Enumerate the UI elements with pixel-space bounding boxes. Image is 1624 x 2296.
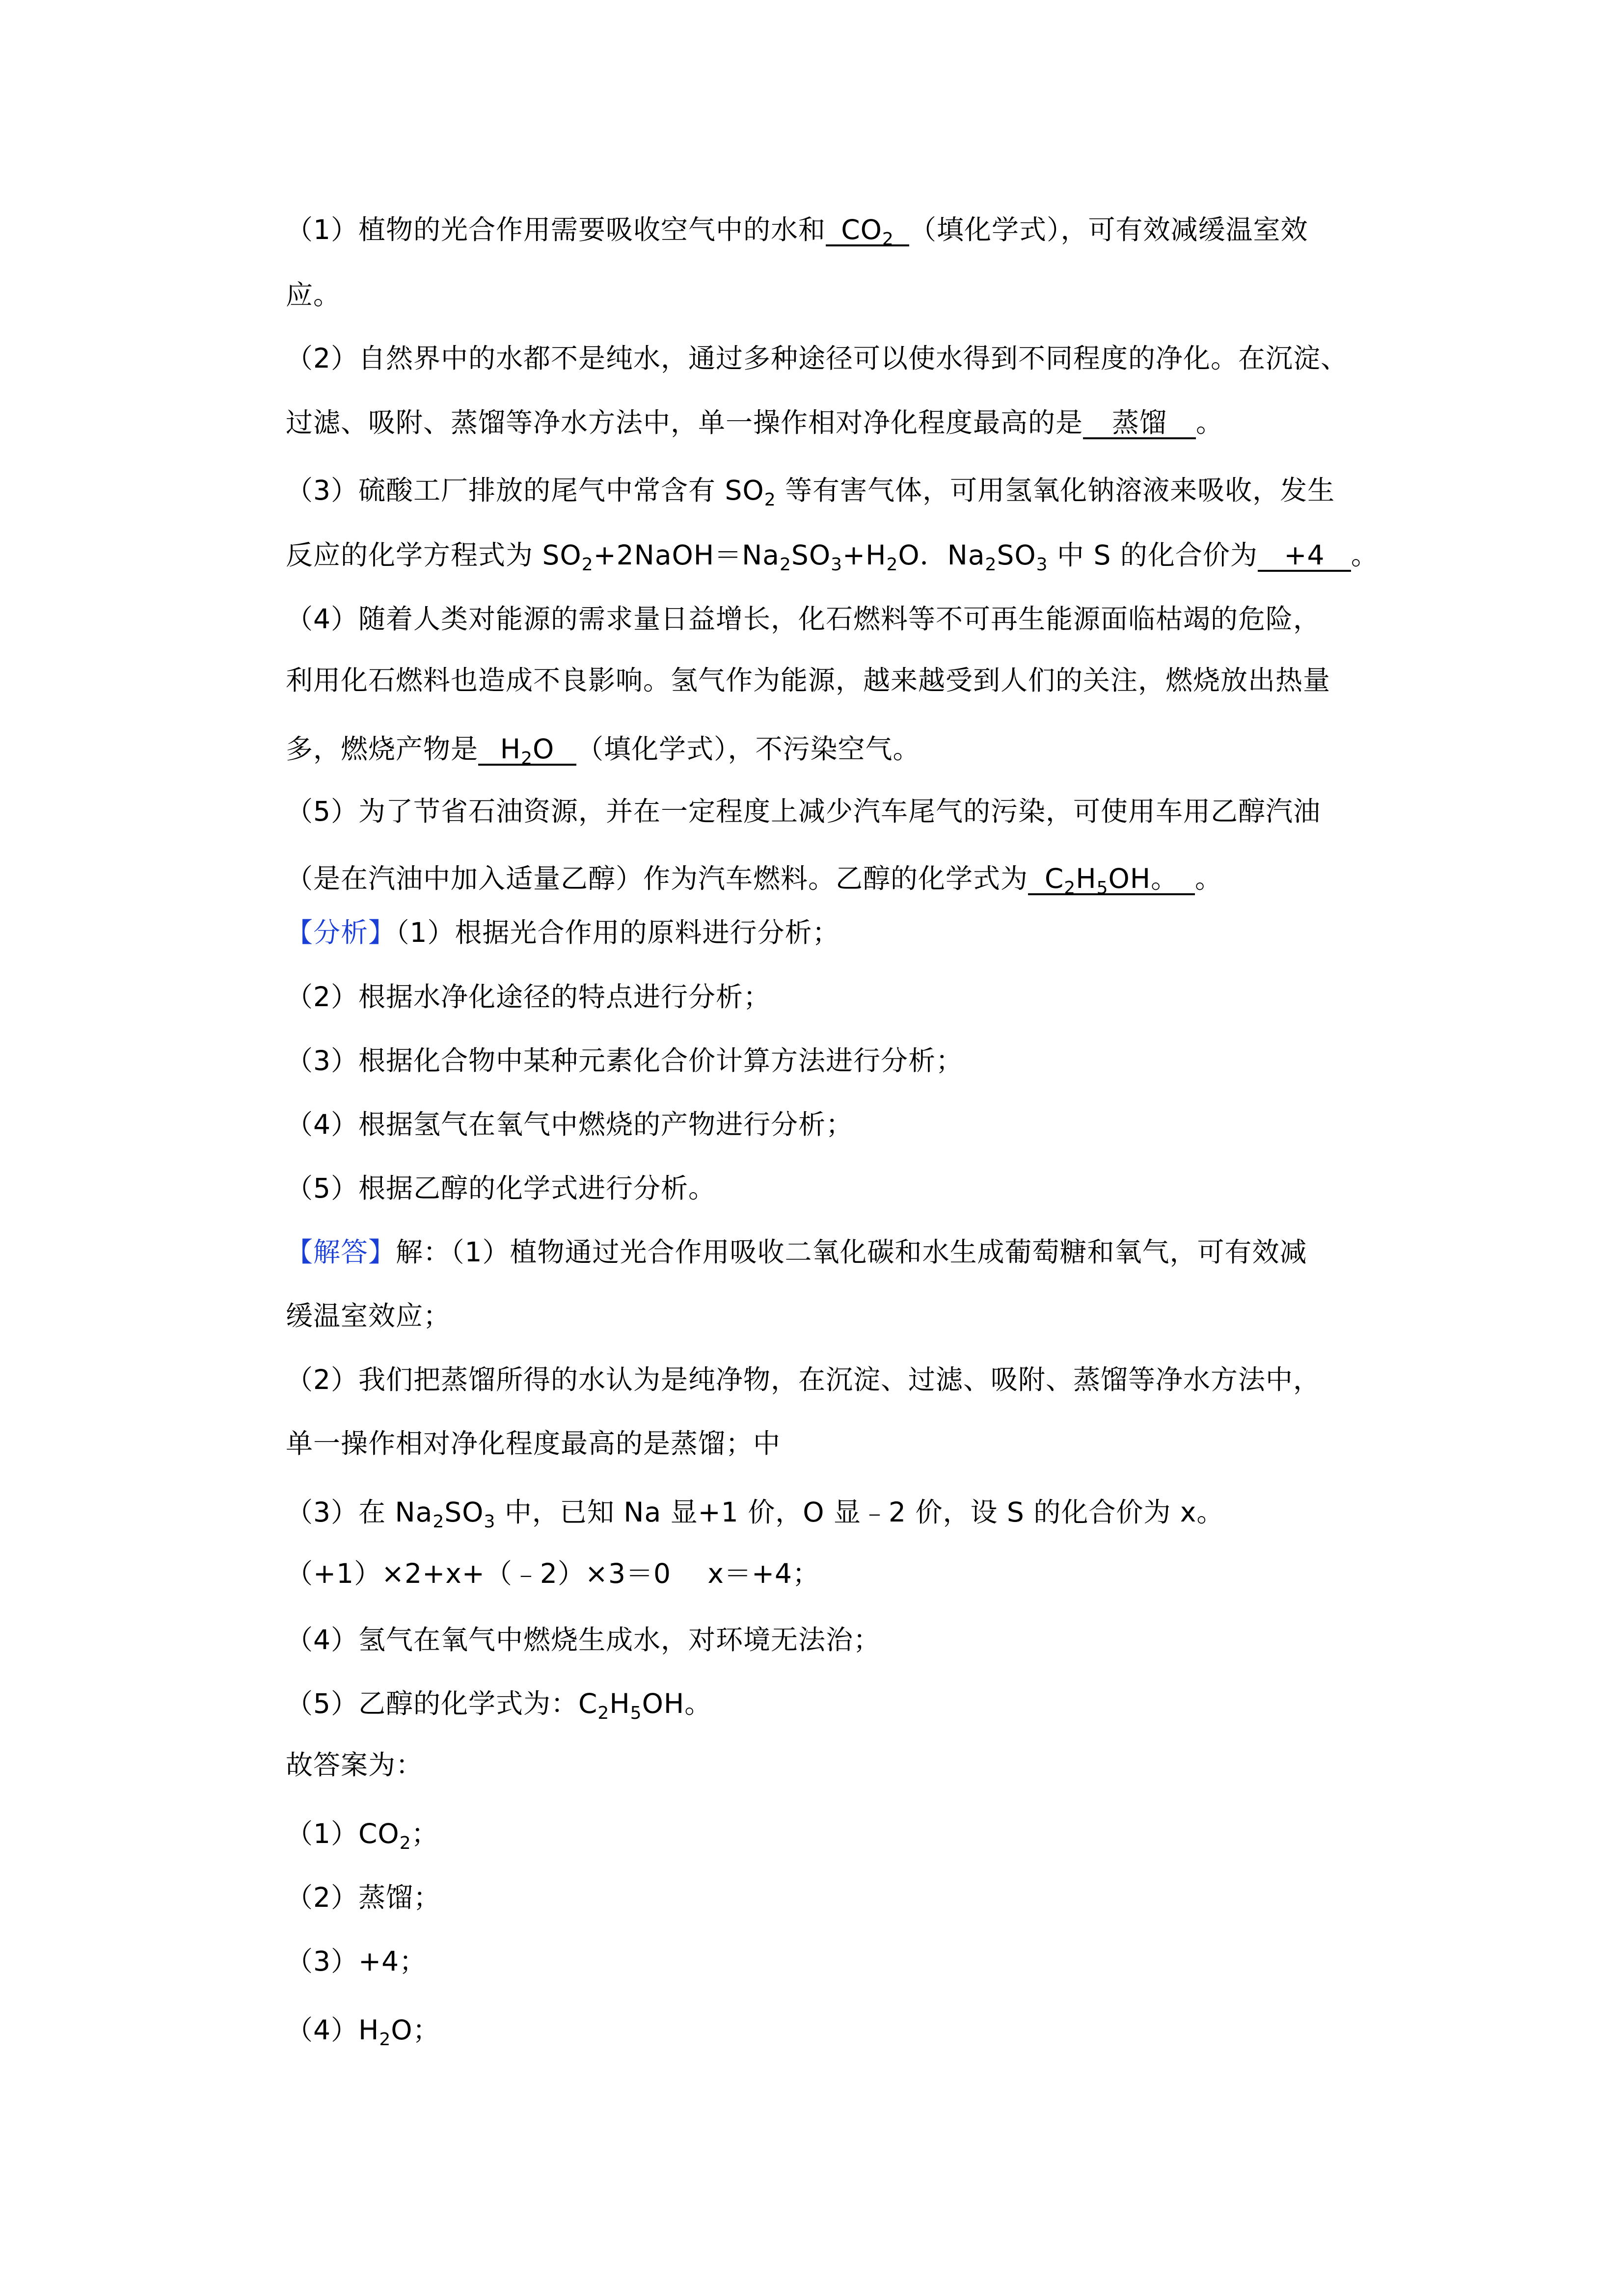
- solution-line-5: [286, 1622, 881, 1657]
- q4-text-2: 利用化石燃料也造成不良影响。氢气作为能源，越来越受到人们的关注，燃烧放出热量: [286, 665, 1331, 696]
- analysis-item: （3）根据化合物中某种元素化合价计算方法进行分析；: [286, 1045, 963, 1076]
- solution-text: 解：（1）植物通过光合作用吸收二氧化碳和水生成葡萄糖和氧气，可有效减: [396, 1236, 1307, 1268]
- solution-text: 单一操作相对净化程度最高的是蒸馏；中: [286, 1428, 781, 1459]
- solution-line-1b: [286, 1298, 451, 1334]
- q2-line-2: [286, 405, 1223, 440]
- solution-tag: 【解答】: [286, 1236, 396, 1268]
- solution-text: （2）我们把蒸馏所得的水认为是纯净物，在沉淀、过滤、吸附、蒸馏等净水方法中，: [286, 1364, 1321, 1395]
- q2-line-1: [286, 341, 1348, 376]
- q3-answer-blank: [1258, 540, 1351, 572]
- q3-text-g: 中 S 的化合价为: [1048, 539, 1258, 571]
- q2-answer: 蒸馏: [1112, 407, 1167, 438]
- q5-answer-a: C: [1044, 863, 1064, 894]
- solution-line-7: [286, 1747, 423, 1783]
- q4-line-1: [286, 601, 1321, 637]
- q1-text-post: （填化学式），可有效减缓温室效: [909, 214, 1308, 245]
- q3-equation-sub: 3: [831, 555, 843, 575]
- q3-text-post: 等有害气体，可用氢氧化钠溶液来吸收，发生: [776, 475, 1335, 506]
- q1-text: （1）植物的光合作用需要吸收空气中的水和: [286, 214, 826, 245]
- q2-answer-blank: [1083, 408, 1196, 439]
- q1-answer: CO: [841, 214, 882, 245]
- q4-line-3: [286, 731, 920, 767]
- q3-equation-f: SO: [997, 539, 1036, 571]
- analysis-item: （2）根据水净化途径的特点进行分析；: [286, 981, 771, 1013]
- q3-subscript: 2: [764, 490, 776, 510]
- q3-equation-e: O．Na: [898, 539, 985, 571]
- q3-equation-sub: 2: [985, 555, 997, 575]
- solution-line-3: [286, 1495, 1224, 1530]
- q3-answer: +4: [1284, 539, 1325, 571]
- solution-equation: （+1）×2+x+（﹣2）×3＝0 x＝+4；: [286, 1558, 820, 1589]
- solution-line-6: [286, 1686, 712, 1721]
- q5-answer-sub: 5: [1096, 878, 1109, 898]
- solution-subscript: 2: [597, 1703, 610, 1723]
- q5-answer-b: H: [1076, 863, 1097, 894]
- q4-line-2: [286, 663, 1330, 698]
- q4-text-post: （填化学式），不污染空气。: [576, 733, 920, 765]
- solution-text: SO: [444, 1496, 484, 1528]
- answer-text: ；: [411, 1818, 439, 1849]
- solution-text: （5）乙醇的化学式为：C: [286, 1688, 598, 1719]
- q5-line-2: [286, 861, 1222, 896]
- answer-text: O；: [391, 2014, 440, 2046]
- q3-text: （3）硫酸工厂排放的尾气中常含有 SO: [286, 475, 764, 506]
- solution-line-1: [286, 1234, 1307, 1270]
- q5-text-2: （是在汽油中加入适量乙醇）作为汽车燃料。乙醇的化学式为: [286, 863, 1029, 894]
- q5-answer-sub: 2: [1064, 878, 1076, 898]
- q3-line-2: [286, 537, 1379, 573]
- analysis-item: （4）根据氢气在氧气中燃烧的产物进行分析；: [286, 1109, 853, 1140]
- solution-subscript: 2: [433, 1512, 445, 1532]
- q5-text: （5）为了节省石油资源，并在一定程度上减少汽车尾气的污染，可使用车用乙醇汽油: [286, 796, 1321, 827]
- q3-equation-sub: 3: [1036, 555, 1048, 575]
- solution-text: 中，已知 Na 显+1 价，O 显﹣2 价，设 S 的化合价为 x。: [495, 1496, 1224, 1528]
- q4-answer-b: O: [533, 733, 555, 765]
- solution-text: 缓温室效应；: [286, 1300, 451, 1332]
- q3-equation-sub: 2: [886, 555, 898, 575]
- answer-heading: 故答案为：: [286, 1749, 424, 1781]
- answer-text: （4）H: [286, 2014, 379, 2046]
- q5-text-post: 。: [1195, 863, 1223, 894]
- q3-equation-sub: 2: [780, 555, 791, 575]
- q5-answer-c: OH。: [1108, 863, 1179, 894]
- q1-line-2: [286, 277, 341, 313]
- analysis-line-3: [286, 1043, 963, 1078]
- q4-text-3: 多，燃烧产物是: [286, 733, 479, 765]
- q3-equation-sub: 2: [581, 555, 594, 575]
- answer-text: （1）CO: [286, 1818, 400, 1849]
- answer-text: （3）+4；: [286, 1946, 427, 1977]
- q3-equation-a: 反应的化学方程式为 SO: [286, 539, 582, 571]
- solution-text: （4）氢气在氧气中燃烧生成水，对环境无法治；: [286, 1624, 881, 1655]
- analysis-line-1: [286, 915, 840, 950]
- analysis-item: （1）根据光合作用的原料进行分析；: [396, 917, 840, 948]
- answer-2: [286, 1880, 441, 1915]
- q2-text: （2）自然界中的水都不是纯水，通过多种途径可以使水得到不同程度的净化。在沉淀、: [286, 343, 1348, 374]
- q3-text-post2: 。: [1351, 539, 1379, 571]
- analysis-line-2: [286, 979, 771, 1015]
- answer-1: [286, 1816, 439, 1851]
- answer-3: [286, 1944, 427, 1979]
- solution-subscript: 3: [484, 1512, 496, 1532]
- q4-answer-subscript: 2: [521, 748, 533, 769]
- q4-text: （4）随着人类对能源的需求量日益增长，化石燃料等不可再生能源面临枯竭的危险，: [286, 603, 1321, 635]
- solution-text: （3）在 Na: [286, 1496, 433, 1528]
- q2-text-post: 。: [1196, 407, 1224, 438]
- solution-text: OH。: [642, 1688, 712, 1719]
- analysis-tag: 【分析】: [286, 917, 396, 948]
- analysis-item: （5）根据乙醇的化学式进行分析。: [286, 1173, 716, 1204]
- answer-subscript: 2: [379, 2029, 391, 2050]
- q1-answer-subscript: 2: [882, 229, 894, 249]
- q2-text-2: 过滤、吸附、蒸馏等净水方法中，单一操作相对净化程度最高的是: [286, 407, 1083, 438]
- q1-line-1: [286, 212, 1308, 247]
- solution-line-4: [286, 1556, 820, 1591]
- solution-line-2: [286, 1362, 1321, 1397]
- q5-answer-blank: [1028, 863, 1195, 898]
- answer-subscript: 2: [399, 1833, 411, 1853]
- analysis-line-4: [286, 1107, 853, 1142]
- solution-text: H: [609, 1688, 630, 1719]
- q3-line-1: [286, 473, 1335, 508]
- q1-answer-blank: [826, 214, 909, 249]
- q3-equation-b: +2NaOH＝Na: [593, 539, 780, 571]
- answer-4: [286, 2012, 440, 2048]
- q5-line-1: [286, 794, 1321, 829]
- solution-subscript: 5: [630, 1703, 642, 1723]
- q3-equation-c: SO: [791, 539, 831, 571]
- q3-equation-d: +H: [842, 539, 887, 571]
- q4-answer-blank: [478, 733, 576, 769]
- q1-text-cont: 应。: [286, 279, 341, 311]
- analysis-line-5: [286, 1171, 716, 1206]
- q4-answer-a: H: [500, 733, 521, 765]
- answer-text: （2）蒸馏；: [286, 1882, 441, 1913]
- solution-line-2b: [286, 1426, 781, 1461]
